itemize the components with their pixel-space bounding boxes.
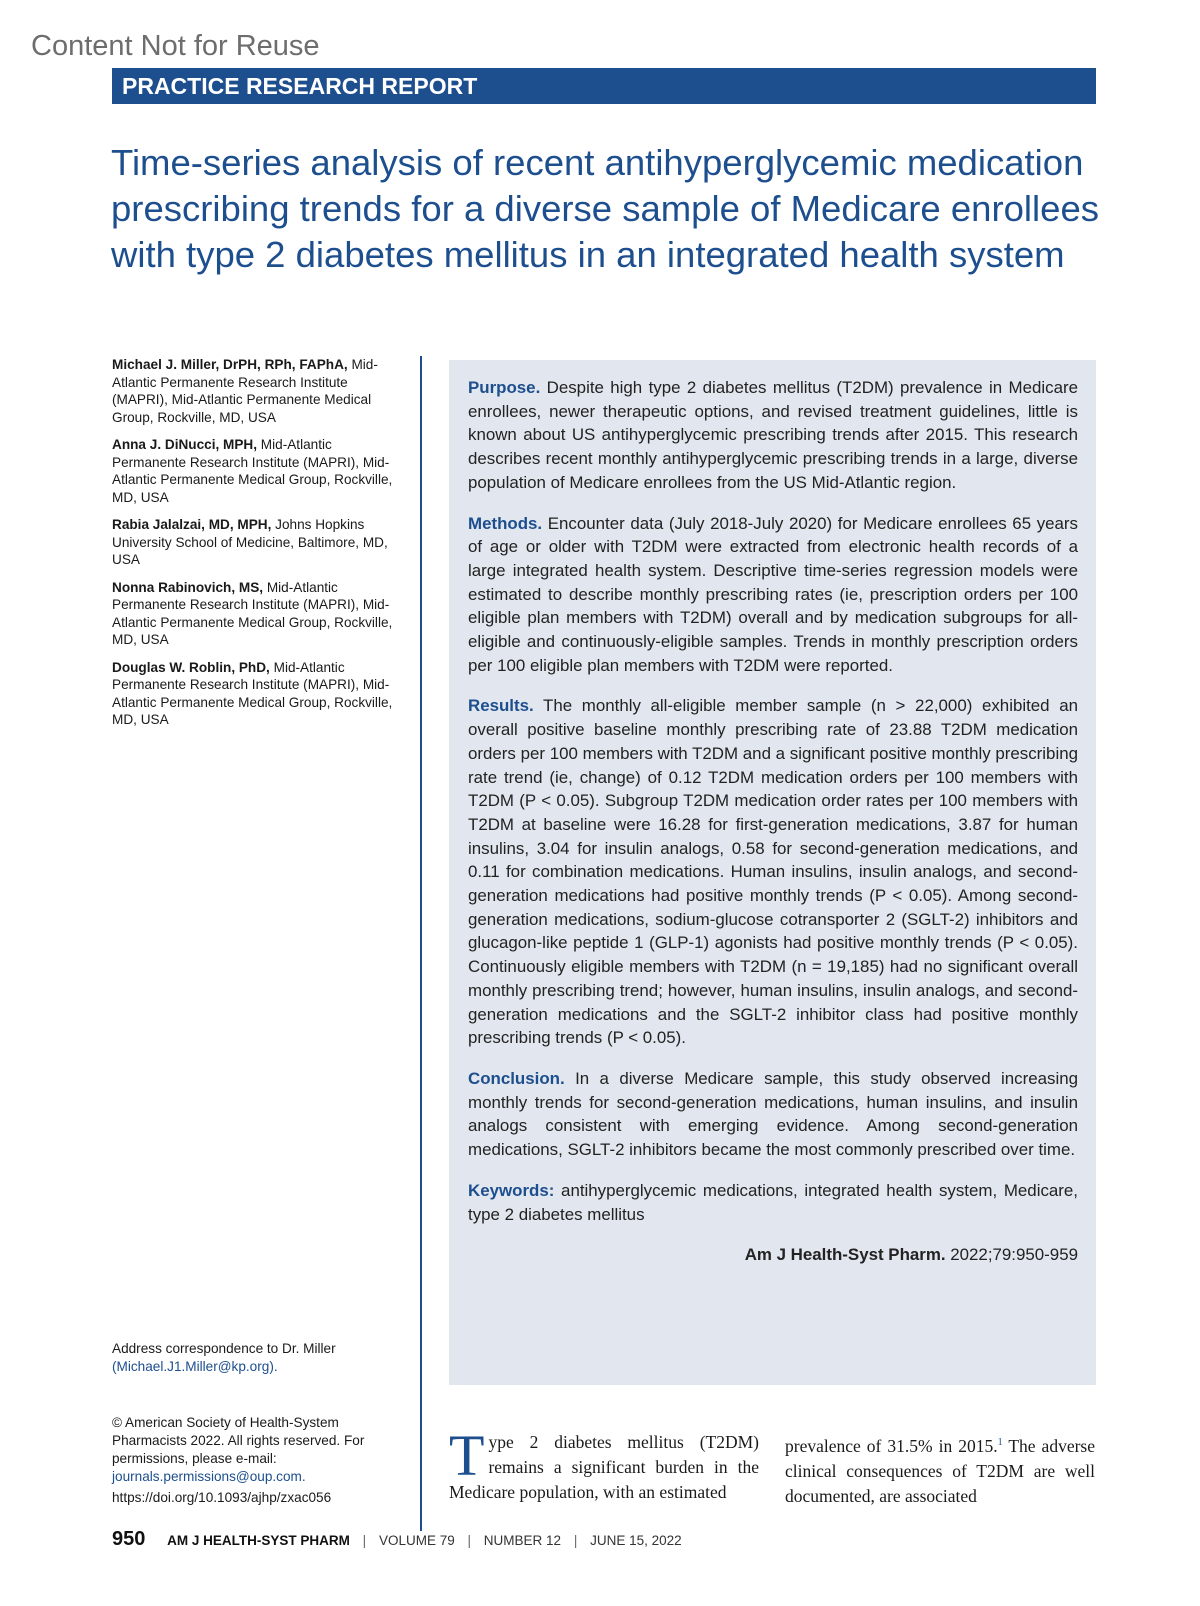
page-footer	[112, 1528, 682, 1551]
author-entry	[112, 436, 402, 506]
abstract-heading: Methods.	[468, 513, 543, 533]
author-name: Rabia Jalalzai, MD, MPH,	[112, 517, 272, 532]
author-affiliation: Mid-Atlantic Permanente Research Institute (MAPRI), Mid-Atlantic Permanente Medical Group, Rockville, MD, USA	[112, 579, 393, 647]
abstract-keywords	[468, 1179, 1078, 1226]
permissions-email-link[interactable]: journals.permissions@oup.com.	[112, 1469, 306, 1484]
author-list	[112, 356, 402, 739]
footer-separator: |	[573, 1533, 578, 1548]
abstract-conclusion	[468, 1067, 1078, 1162]
citation-ref: 2022;79:950-959	[945, 1245, 1078, 1265]
watermark: Content Not for Reuse	[31, 30, 320, 62]
author-name: Anna J. DiNucci, MPH,	[112, 437, 258, 452]
footer-separator: |	[467, 1533, 472, 1548]
abstract-heading: Keywords:	[468, 1180, 555, 1200]
footer-date: JUNE 15, 2022	[590, 1533, 682, 1548]
abstract-heading: Conclusion.	[468, 1068, 565, 1088]
section-banner: PRACTICE RESEARCH REPORT	[112, 68, 1096, 104]
reference-superscript[interactable]: 1	[997, 1437, 1003, 1448]
correspondence-text: Address correspondence to Dr. Miller	[112, 1341, 336, 1356]
footer-number: NUMBER 12	[483, 1533, 562, 1548]
author-name: Michael J. Miller, DrPH, RPh, FAPhA,	[112, 357, 348, 372]
correspondence-email-link[interactable]: (Michael.J1.Miller@kp.org).	[112, 1359, 278, 1374]
author-name: Douglas W. Roblin, PhD,	[112, 659, 270, 675]
author-affiliation: Mid-Atlantic Permanente Research Institute (MAPRI), Mid-Atlantic Permanente Medical Group, Rockville, MD, USA	[112, 437, 393, 505]
author-affiliation: Johns Hopkins University School of Medicine, Baltimore, MD, USA	[112, 517, 388, 567]
author-affiliation: Mid-Atlantic Permanente Research Institute (MAPRI), Mid-Atlantic Permanente Medical Group, Rockville, MD, USA	[112, 357, 378, 425]
drop-cap: T	[449, 1423, 485, 1488]
citation-journal: Am J Health-Syst Pharm.	[744, 1245, 946, 1265]
abstract-heading: Purpose.	[468, 378, 541, 397]
abstract-text: Despite high type 2 diabetes mellitus (T2DM) prevalence in Medicare enrollees, newer therapeutic options, and revised treatment guidelines, little is known about US antihyperglycemic prescribing trends after 2015. This research describes recent monthly antihyperglycemic prescribing trends in a large, diverse population of Medicare enrollees from the US Mid-Atlantic region.	[468, 378, 1078, 492]
copyright-text: © American Society of Health-System Pharmacists 2022. All rights reserved. For permissions, please e-mail:	[112, 1415, 365, 1466]
page-number: 950	[112, 1528, 146, 1550]
body-column-1	[449, 1423, 759, 1505]
article-title: Time-series analysis of recent antihyperglycemic medication prescribing trends for a diverse sample of Medicare enrollees with type 2 diabetes mellitus in an integrated health system	[111, 142, 1099, 275]
abstract-purpose	[468, 376, 1078, 495]
abstract-results	[468, 694, 1078, 1050]
abstract-text: Encounter data (July 2018-July 2020) for Medicare enrollees 65 years of age or older with T2DM were extracted from electronic health records of a large integrated health system. Descriptive time-series regression models were estimated to describe monthly prescribing rates (ie, prescription orders per 100 eligible plan members with T2DM) overall and by medication subgroups for all-eligible and continuously-eligible samples. Trends in monthly prescription orders per 100 eligible plan members with T2DM were reported.	[468, 513, 1078, 675]
author-entry	[112, 579, 402, 649]
abstract-heading: Results.	[468, 696, 534, 716]
correspondence	[112, 1340, 402, 1376]
doi-link[interactable]: https://doi.org/10.1093/ajhp/zxac056	[112, 1490, 332, 1505]
abstract-text: In a diverse Medicare sample, this study observed increasing monthly trends for second-generation medications, human insulins, and insulin analogs consistent with emerging evidence. Among second-generation medications, SGLT-2 inhibitors became the most commonly prescribed over time.	[468, 1068, 1078, 1160]
footer-volume: VOLUME 79	[378, 1533, 455, 1548]
body-column-2	[785, 1430, 1095, 1509]
author-entry	[112, 659, 402, 729]
body-paragraph: prevalence of 31.5% in 2015.	[785, 1435, 998, 1456]
author-name: Nonna Rabinovich, MS,	[112, 579, 264, 595]
footer-separator: |	[362, 1533, 367, 1548]
author-entry	[112, 356, 402, 426]
abstract-box	[449, 360, 1096, 1385]
copyright-notice	[112, 1414, 412, 1486]
citation	[468, 1243, 1078, 1267]
author-affiliation: Mid-Atlantic Permanente Research Institute (MAPRI), Mid-Atlantic Permanente Medical Group, Rockville, MD, USA	[112, 659, 393, 727]
abstract-text: The monthly all-eligible member sample (n > 22,000) exhibited an overall positive baseline monthly prescribing rate of 23.88 T2DM medication orders per 100 members with T2DM and a significant positive monthly prescribing rate trend (ie, change) of 0.12 T2DM medication orders per 100 members with T2DM (P < 0.05). Subgroup T2DM medication order rates per 100 members with T2DM at baseline were 16.28 for first-generation medications, 3.87 for human insulins, 3.04 for insulin analogs, 0.58 for second-generation medications, and 0.11 for combination medications. Human insulins, insulin analogs, and second-generation medications had positive monthly trends (P < 0.05). Among second-generation medications, sodium-glucose cotransporter 2 (SGLT-2) inhibitors and glucagon-like peptide 1 (GLP-1) agonists had positive monthly trends (P < 0.05). Continuously eligible members with T2DM (n = 19,185) had no significant overall monthly prescribing trend; however, human insulins, insulin analogs, and second-generation medications and the SGLT-2 inhibitor class had positive monthly prescribing trends (P < 0.05).	[468, 696, 1078, 1048]
abstract-text: antihyperglycemic medications, integrated health system, Medicare, type 2 diabetes mellitus	[468, 1180, 1078, 1224]
body-paragraph-cont: The adverse clinical consequences of T2DM are well documented, are associated	[785, 1435, 1095, 1506]
abstract-methods	[468, 512, 1078, 678]
column-divider	[420, 356, 422, 1531]
author-entry	[112, 516, 402, 569]
footer-journal: AM J HEALTH-SYST PHARM	[167, 1533, 350, 1548]
body-paragraph: ype 2 diabetes mellitus (T2DM) remains a significant burden in the Medicare population, with an estimated	[449, 1432, 759, 1502]
